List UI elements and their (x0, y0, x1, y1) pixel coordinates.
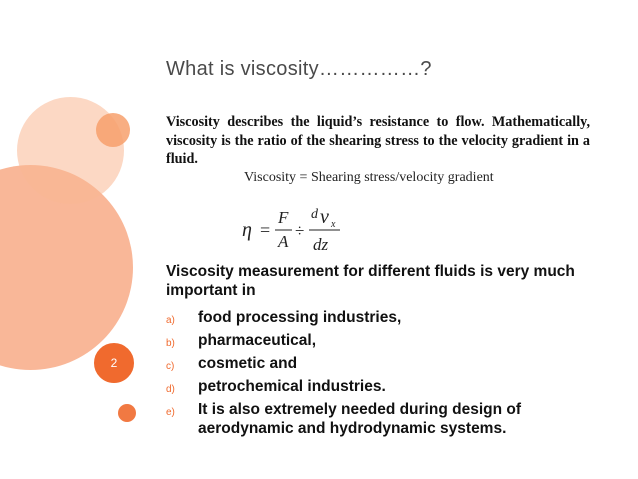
equation-lhs: η (242, 219, 252, 241)
list-marker: b) (166, 338, 175, 349)
equation-num1: F (278, 208, 289, 227)
equation-den2: dz (313, 235, 329, 254)
equation-divide: ÷ (295, 221, 305, 240)
slide-number: 2 (110, 356, 118, 370)
list-item (166, 400, 586, 438)
slide-title: What is viscosity……………? (166, 58, 432, 80)
definition-paragraph: Viscosity describes the liquid’s resistance to flow. Mathematically, viscosity is the ratio of the shearing stress to the velocity gradient in a fluid. (166, 114, 590, 167)
list-item-text: food processing industries, (198, 309, 402, 326)
list-marker: e) (166, 407, 175, 418)
list-item-text: petrochemical industries. (198, 378, 386, 395)
list-item (166, 331, 586, 350)
slide-number-badge (91, 340, 137, 386)
formula-text: Viscosity = Shearing stress/velocity gradient (244, 170, 494, 185)
list-item-text: pharmaceutical, (198, 332, 317, 349)
decorative-circle-small (96, 113, 130, 147)
equation-den1: A (278, 232, 289, 251)
decorative-circle-tiny (118, 404, 136, 422)
equation-num2-sub: x (331, 219, 336, 230)
intro-text: Viscosity measurement for different fluids is very much important in (166, 263, 575, 299)
viscosity-equation (240, 200, 350, 260)
equation-num2-d: d (311, 207, 318, 222)
list-item-text: cosmetic and (198, 355, 298, 372)
list-item (166, 308, 586, 327)
industry-list (166, 308, 586, 442)
list-marker: a) (166, 315, 175, 326)
list-marker: d) (166, 384, 175, 395)
list-item (166, 354, 586, 373)
list-item-text: It is also extremely needed during design of aerodynamic and hydrodynamic systems. (198, 401, 521, 437)
list-marker: c) (166, 361, 175, 372)
list-item (166, 377, 586, 396)
equation-num2-v: v (320, 206, 329, 228)
equation-equals: = (260, 220, 271, 240)
